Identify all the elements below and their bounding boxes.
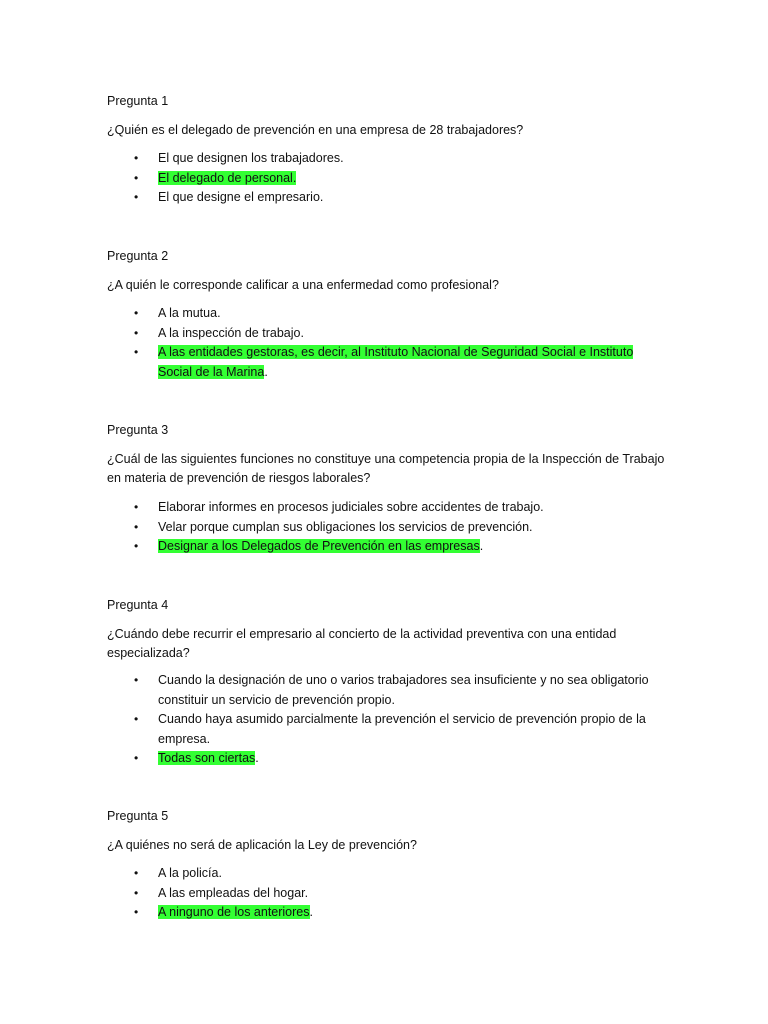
bullet-icon: • — [134, 905, 139, 919]
option-item-correct — [107, 343, 667, 382]
question-text: ¿Cuál de las siguientes funciones no constituye una competencia propia de la Inspección de Trabajo en materia de prevención de riesgos laborales? — [107, 452, 665, 485]
option-item — [107, 710, 667, 749]
question-title: Pregunta 5 — [107, 809, 169, 823]
question-text: ¿A quién le corresponde calificar a una enfermedad como profesional? — [107, 278, 499, 292]
bullet-icon: • — [134, 866, 139, 880]
option-text: El que designe el empresario. — [158, 190, 324, 204]
option-suffix: . — [255, 751, 259, 765]
option-item — [107, 324, 667, 344]
option-item — [107, 498, 667, 518]
bullet-icon: • — [134, 190, 139, 204]
option-text: A la inspección de trabajo. — [158, 325, 304, 340]
option-item — [107, 518, 667, 538]
bullet-icon: • — [134, 151, 139, 165]
option-item — [107, 884, 667, 904]
question-title: Pregunta 1 — [107, 94, 169, 108]
bullet-icon: • — [134, 519, 139, 534]
option-text-highlighted: El delegado de personal. — [158, 170, 297, 185]
bullet-icon: • — [134, 306, 139, 320]
option-item-correct — [107, 749, 667, 769]
bullet-icon: • — [134, 712, 139, 726]
question-text: ¿A quiénes no será de aplicación la Ley de prevención? — [107, 838, 417, 852]
bullet-icon: • — [134, 500, 139, 514]
options-list — [107, 498, 667, 557]
bullet-icon: • — [134, 539, 139, 553]
option-item-correct — [107, 169, 667, 189]
option-item-correct — [107, 903, 667, 923]
options-list — [107, 149, 667, 208]
bullet-icon: • — [134, 751, 139, 765]
option-text: Cuando haya asumido parcialmente la prevención el servicio de prevención propio de la empresa. — [158, 712, 646, 746]
option-text: Velar porque cumplan sus obligaciones los servicios de prevención. — [158, 519, 533, 534]
bullet-icon: • — [134, 325, 139, 340]
bullet-icon: • — [134, 673, 139, 687]
option-item — [107, 671, 667, 710]
option-suffix: . — [264, 364, 268, 379]
option-text: A la mutua. — [158, 306, 221, 320]
option-text: El que designen los trabajadores. — [158, 151, 344, 165]
question-text: ¿Cuándo debe recurrir el empresario al concierto de la actividad preventiva con una entidad especializada? — [107, 627, 617, 660]
question-title: Pregunta 3 — [107, 423, 169, 437]
options-list — [107, 304, 667, 382]
option-text: A las empleadas del hogar. — [158, 885, 309, 900]
question-text: ¿Quién es el delegado de prevención en una empresa de 28 trabajadores? — [107, 123, 524, 137]
option-item — [107, 188, 667, 208]
question-title: Pregunta 4 — [107, 598, 169, 612]
option-text-highlighted: A las entidades gestoras, es decir, al Instituto Nacional de Seguridad Social e Instituto Social de la Marina — [158, 345, 634, 379]
bullet-icon: • — [134, 345, 139, 359]
option-item-correct — [107, 537, 667, 557]
option-text-highlighted: Todas son ciertas — [158, 751, 256, 765]
option-text-highlighted: Designar a los Delegados de Prevención en las empresas — [158, 539, 480, 553]
option-text: Cuando la designación de uno o varios trabajadores sea insuficiente y no sea obligatorio constituir un servicio de prevención propio. — [158, 673, 649, 707]
option-text: Elaborar informes en procesos judiciales sobre accidentes de trabajo. — [158, 500, 544, 514]
question-title: Pregunta 2 — [107, 249, 169, 263]
option-text: A la policía. — [158, 866, 222, 880]
option-item — [107, 149, 667, 169]
option-item — [107, 864, 667, 884]
option-item — [107, 304, 667, 324]
bullet-icon: • — [134, 885, 139, 900]
options-list — [107, 671, 667, 769]
option-suffix: . — [309, 905, 313, 919]
option-text-highlighted: A ninguno de los anteriores — [158, 905, 310, 919]
bullet-icon: • — [134, 170, 139, 185]
option-suffix: . — [479, 539, 484, 553]
options-list — [107, 864, 667, 923]
